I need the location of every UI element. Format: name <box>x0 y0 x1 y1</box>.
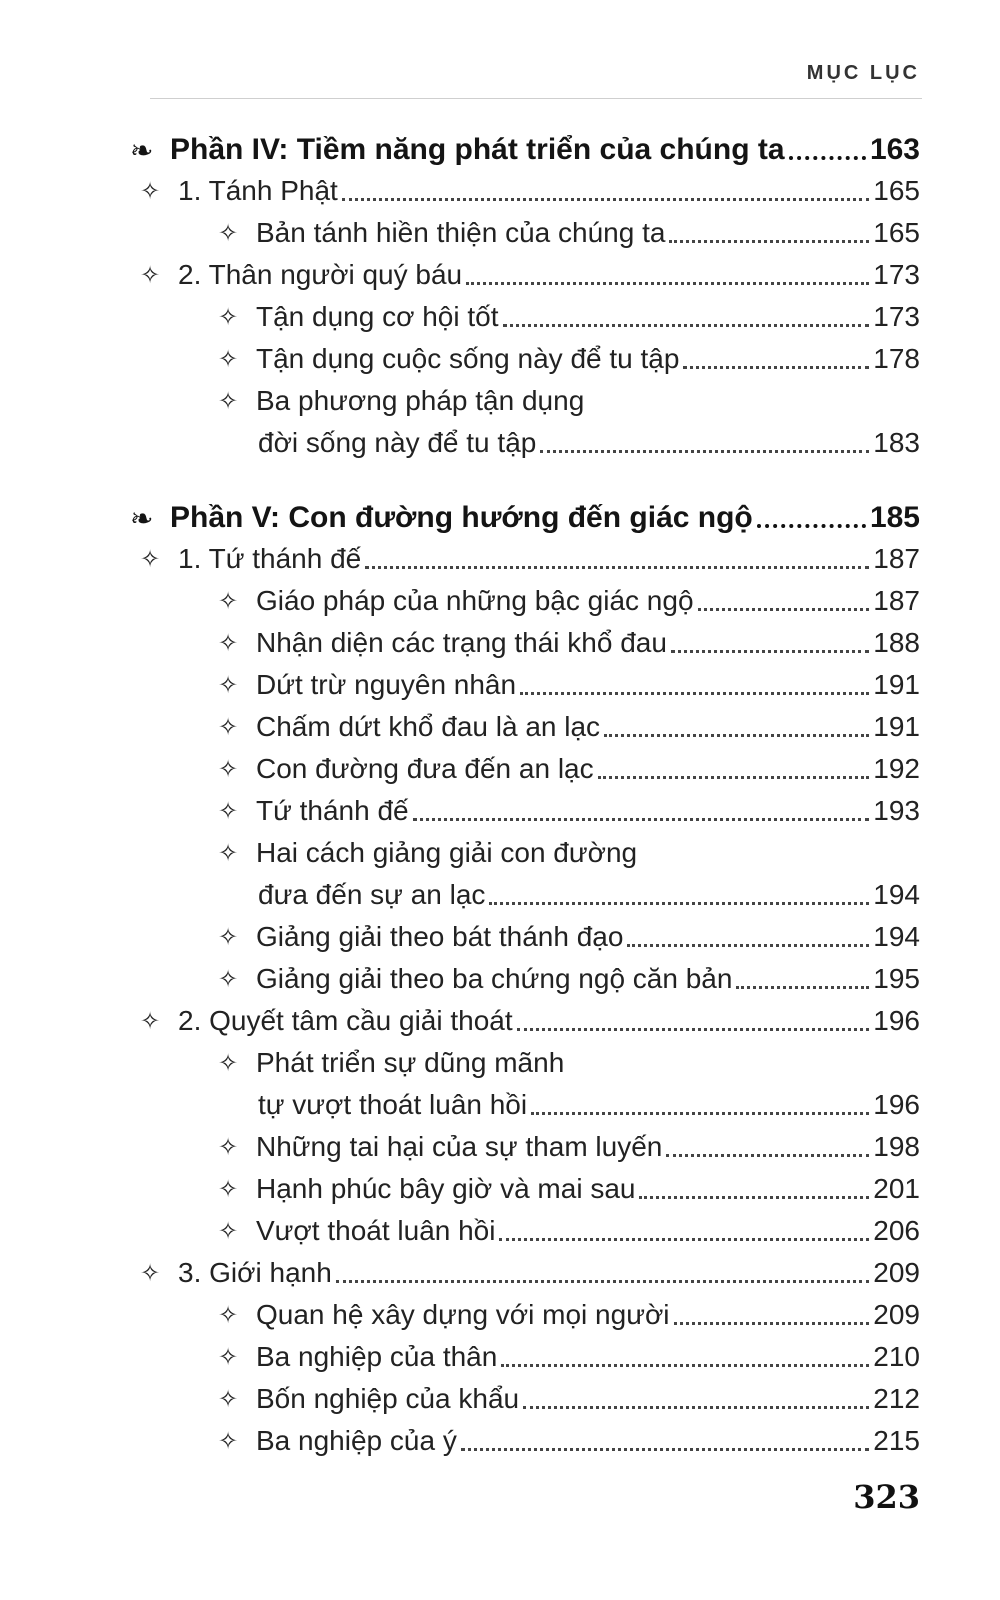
toc-entry-title: 1. Tứ thánh đế <box>178 543 362 574</box>
dot-leader <box>604 734 869 737</box>
toc-subentry <box>130 338 920 380</box>
four-point-star-icon: ✧ <box>140 1007 161 1035</box>
toc-entry-title: Giáo pháp của những bậc giác ngộ <box>256 585 694 616</box>
toc-subentry <box>130 832 920 874</box>
dot-leader <box>499 1238 869 1241</box>
four-point-star-icon: ✧ <box>218 797 239 825</box>
toc-entry-title: Bốn nghiệp của khẩu <box>256 1383 520 1414</box>
toc-entry-title: Giảng giải theo ba chứng ngộ căn bản <box>256 963 733 994</box>
toc-entry-title: 2. Thân người quý báu <box>178 259 463 290</box>
toc-subentry <box>130 1420 920 1462</box>
four-point-star-icon: ✧ <box>218 303 239 331</box>
header-title: MỤC LỤC <box>806 62 920 84</box>
dot-leader <box>531 1112 869 1115</box>
four-point-star-icon: ✧ <box>218 1049 239 1077</box>
toc-entry-title: Phần IV: Tiềm năng phát triển của chúng ta <box>170 133 785 166</box>
dot-leader <box>517 1028 870 1031</box>
toc-page-number: 165 <box>873 175 920 206</box>
dot-leader <box>540 450 869 453</box>
four-point-star-icon: ✧ <box>218 965 239 993</box>
dot-leader <box>627 944 869 947</box>
toc-entry-title: Hạnh phúc bây giờ và mai sau <box>256 1173 636 1204</box>
toc-page-number: 187 <box>873 585 920 616</box>
dot-leader <box>669 240 869 243</box>
toc-subentry-continuation <box>130 874 920 916</box>
toc-page-number: 210 <box>873 1341 920 1372</box>
toc-entry-title: Tận dụng cuộc sống này để tu tập <box>256 343 680 374</box>
toc-entry-title: Phần V: Con đường hướng đến giác ngộ <box>170 501 753 534</box>
toc-subentry <box>130 580 920 622</box>
dot-leader <box>336 1280 870 1283</box>
dot-leader <box>639 1196 869 1199</box>
toc-entry-title: 3. Giới hạnh <box>178 1257 332 1288</box>
toc-subentry <box>130 296 920 338</box>
toc-page-number: 196 <box>873 1005 920 1036</box>
toc-subentry <box>130 212 920 254</box>
toc-subentry-continuation <box>130 1084 920 1126</box>
four-point-star-icon: ✧ <box>218 671 239 699</box>
toc-subentry <box>130 622 920 664</box>
toc-subentry-continuation <box>130 422 920 464</box>
four-point-star-icon: ✧ <box>140 177 161 205</box>
toc-subentry <box>130 1210 920 1252</box>
toc-entry-title: 1. Tánh Phật <box>178 175 338 206</box>
four-point-star-icon: ✧ <box>218 755 239 783</box>
dot-leader <box>523 1406 869 1409</box>
four-point-star-icon: ✧ <box>218 923 239 951</box>
four-point-star-icon: ✧ <box>218 1385 239 1413</box>
four-point-star-icon: ✧ <box>218 1301 239 1329</box>
four-point-star-icon: ✧ <box>218 1133 239 1161</box>
toc-entry-title: Ba nghiệp của ý <box>256 1425 457 1456</box>
toc-page-number: 173 <box>873 301 920 332</box>
dot-leader <box>365 566 869 569</box>
toc-page-number: 165 <box>873 217 920 248</box>
dot-leader <box>413 818 870 821</box>
four-point-star-icon: ✧ <box>218 1217 239 1245</box>
four-point-star-icon: ✧ <box>218 345 239 373</box>
toc-subentry <box>130 916 920 958</box>
four-point-star-icon: ✧ <box>218 1343 239 1371</box>
toc-page-number: 196 <box>873 1089 920 1120</box>
toc-subentry <box>130 664 920 706</box>
toc-entry-title: Bản tánh hiền thiện của chúng ta <box>256 217 666 248</box>
dot-leader <box>789 156 866 160</box>
toc-page-number: 194 <box>873 921 920 952</box>
dot-leader <box>520 692 869 695</box>
four-point-star-icon: ✧ <box>140 545 161 573</box>
toc-page-number: 209 <box>873 1257 920 1288</box>
toc-subentry <box>130 1126 920 1168</box>
four-point-star-icon: ✧ <box>218 1427 239 1455</box>
dot-leader <box>683 366 869 369</box>
toc-page-number: 185 <box>869 501 920 534</box>
toc-subentry <box>130 748 920 790</box>
toc-page-number: 194 <box>873 879 920 910</box>
four-point-star-icon: ✧ <box>218 587 239 615</box>
fleuron-icon: ❧ <box>130 502 154 534</box>
toc-entry-title: Nhận diện các trạng thái khổ đau <box>256 627 667 658</box>
toc-subentry <box>130 1042 920 1084</box>
toc-page-number: 212 <box>873 1383 920 1414</box>
dot-leader <box>503 324 870 327</box>
toc-subentry <box>130 1336 920 1378</box>
dot-leader <box>757 524 866 528</box>
toc-page-number: 193 <box>873 795 920 826</box>
dot-leader <box>342 198 869 201</box>
four-point-star-icon: ✧ <box>218 1175 239 1203</box>
four-point-star-icon: ✧ <box>140 261 161 289</box>
toc-entry-title: 2. Quyết tâm cầu giải thoát <box>178 1005 513 1036</box>
toc-page-number: 191 <box>873 711 920 742</box>
toc-page-number: 191 <box>873 669 920 700</box>
toc-entry-title: đưa đến sự an lạc <box>258 879 486 910</box>
toc-chapter-entry <box>130 170 920 212</box>
toc-page-number: 209 <box>873 1299 920 1330</box>
toc-subentry <box>130 380 920 422</box>
toc-page-number: 178 <box>873 343 920 374</box>
toc-entry-title: tự vượt thoát luân hồi <box>258 1089 528 1120</box>
toc-entry-title: Hai cách giảng giải con đường <box>256 837 638 868</box>
toc-section-heading <box>130 130 920 170</box>
dot-leader <box>501 1364 869 1367</box>
four-point-star-icon: ✧ <box>218 839 239 867</box>
table-of-contents <box>130 130 920 1462</box>
dot-leader <box>466 282 869 285</box>
toc-entry-title: Tận dụng cơ hội tốt <box>256 301 499 332</box>
toc-section-heading <box>130 498 920 538</box>
toc-page-number: 195 <box>873 963 920 994</box>
toc-page-number: 163 <box>869 133 920 166</box>
toc-chapter-entry <box>130 1000 920 1042</box>
toc-subentry <box>130 790 920 832</box>
dot-leader <box>598 776 870 779</box>
toc-chapter-entry <box>130 538 920 580</box>
dot-leader <box>461 1448 869 1451</box>
fleuron-icon: ❧ <box>130 134 154 166</box>
toc-entry-title: Vượt thoát luân hồi <box>256 1215 496 1246</box>
toc-page-number: 187 <box>873 543 920 574</box>
toc-page-number: 192 <box>873 753 920 784</box>
toc-entry-title: Những tai hại của sự tham luyến <box>256 1131 663 1162</box>
toc-entry-title: Tứ thánh đế <box>256 795 409 826</box>
four-point-star-icon: ✧ <box>218 629 239 657</box>
four-point-star-icon: ✧ <box>218 387 239 415</box>
toc-page-number: 206 <box>873 1215 920 1246</box>
toc-page-number: 183 <box>873 427 920 458</box>
four-point-star-icon: ✧ <box>140 1259 161 1287</box>
toc-subentry <box>130 1378 920 1420</box>
toc-subentry <box>130 1168 920 1210</box>
dot-leader <box>671 650 869 653</box>
four-point-star-icon: ✧ <box>218 713 239 741</box>
toc-entry-title: Dứt trừ nguyên nhân <box>256 669 517 700</box>
toc-chapter-entry <box>130 254 920 296</box>
four-point-star-icon: ✧ <box>218 219 239 247</box>
toc-subentry <box>130 1294 920 1336</box>
dot-leader <box>736 986 869 989</box>
toc-entry-title: Giảng giải theo bát thánh đạo <box>256 921 624 952</box>
toc-subentry <box>130 706 920 748</box>
page-number: 323 <box>853 1478 920 1516</box>
toc-entry-title: đời sống này để tu tập <box>258 427 537 458</box>
toc-page-number: 215 <box>873 1425 920 1456</box>
toc-entry-title: Ba phương pháp tận dụng <box>256 385 585 416</box>
toc-page-number: 201 <box>873 1173 920 1204</box>
dot-leader <box>489 902 869 905</box>
dot-leader <box>666 1154 869 1157</box>
toc-entry-title: Quan hệ xây dựng với mọi người <box>256 1299 670 1330</box>
running-header <box>150 58 922 99</box>
toc-entry-title: Chấm dứt khổ đau là an lạc <box>256 711 601 742</box>
dot-leader <box>674 1322 870 1325</box>
toc-entry-title: Con đường đưa đến an lạc <box>256 753 594 784</box>
toc-entry-title: Phát triển sự dũng mãnh <box>256 1047 565 1078</box>
dot-leader <box>698 608 870 611</box>
toc-page-number: 173 <box>873 259 920 290</box>
toc-subentry <box>130 958 920 1000</box>
toc-page-number: 188 <box>873 627 920 658</box>
toc-page-number: 198 <box>873 1131 920 1162</box>
toc-chapter-entry <box>130 1252 920 1294</box>
toc-entry-title: Ba nghiệp của thân <box>256 1341 498 1372</box>
